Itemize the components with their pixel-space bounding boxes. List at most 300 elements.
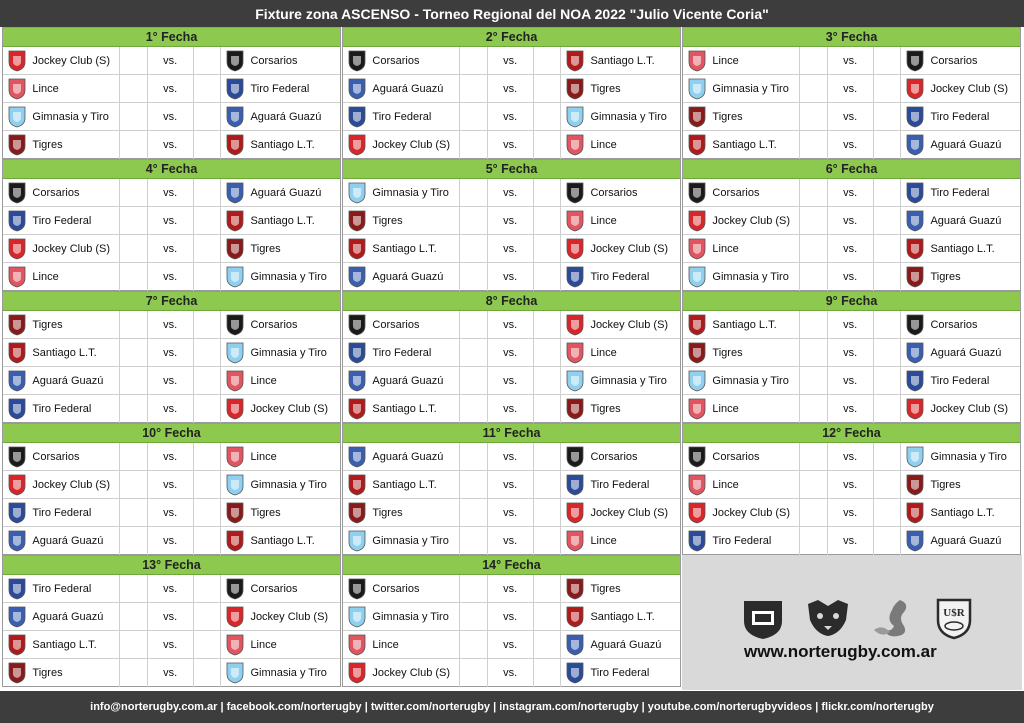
score-cell (460, 75, 488, 103)
fecha-block (682, 27, 1021, 159)
match-row (343, 367, 680, 395)
page-title: Fixture zona ASCENSO - Torneo Regional del NOA 2022 "Julio Vicente Coria" (0, 0, 1024, 27)
score-cell (194, 527, 222, 555)
score-cell (120, 575, 148, 603)
team-crest-icon (343, 235, 370, 263)
vs-label: vs. (828, 263, 874, 291)
team-crest-icon (683, 103, 710, 131)
team-crest-icon (3, 575, 30, 603)
score-cell (800, 47, 828, 75)
vs-label: vs. (148, 443, 194, 471)
home-team: Gimnasia y Tiro (30, 103, 120, 131)
away-team: Corsarios (250, 54, 298, 67)
away-team: Santiago L.T. (930, 506, 995, 519)
team-crest-icon (343, 603, 370, 631)
fecha-block (682, 291, 1021, 423)
home-team: Tiro Federal (30, 575, 120, 603)
match-row (343, 235, 680, 263)
score-cell (460, 631, 488, 659)
score-cell (534, 339, 562, 367)
score-cell (194, 311, 222, 339)
home-team: Jockey Club (S) (370, 131, 460, 159)
team-crest-icon (561, 131, 588, 159)
vs-label: vs. (828, 103, 874, 131)
match-row (683, 179, 1020, 207)
score-cell (534, 235, 562, 263)
team-crest-icon (343, 311, 370, 339)
score-cell (800, 131, 828, 159)
away-team: Aguará Guazú (930, 139, 1002, 151)
score-cell (120, 603, 148, 631)
team-crest-icon (221, 631, 248, 659)
team-crest-icon (901, 339, 928, 367)
team-crest-icon (343, 131, 370, 159)
home-team: Lince (30, 263, 120, 291)
match-row (683, 311, 1020, 339)
team-crest-icon (561, 75, 588, 103)
team-crest-icon (901, 367, 928, 395)
home-team: Tiro Federal (370, 103, 460, 131)
vs-label: vs. (488, 339, 534, 367)
score-cell (460, 103, 488, 131)
away-team: Jockey Club (S) (590, 242, 669, 255)
score-cell (534, 527, 562, 555)
match-row (343, 603, 680, 631)
score-cell (534, 47, 562, 75)
vs-label: vs. (488, 235, 534, 263)
fecha-title: 12° Fecha (683, 424, 1020, 443)
match-row (683, 75, 1020, 103)
vs-label: vs. (488, 131, 534, 159)
vs-label: vs. (828, 131, 874, 159)
score-cell (534, 263, 562, 291)
match-row (3, 131, 340, 159)
away-team: Santiago L.T. (590, 610, 655, 623)
home-team: Jockey Club (S) (710, 499, 800, 527)
team-crest-icon (561, 179, 588, 207)
home-team: Tigres (370, 499, 460, 527)
website-url[interactable]: www.norterugby.com.ar (744, 642, 937, 661)
score-cell (800, 207, 828, 235)
away-team: Tiro Federal (590, 478, 650, 491)
vs-label: vs. (148, 75, 194, 103)
fecha-block (342, 423, 681, 555)
team-crest-icon (683, 207, 710, 235)
vs-label: vs. (148, 499, 194, 527)
away-team: Corsarios (590, 450, 638, 463)
home-team: Aguará Guazú (370, 75, 460, 103)
team-crest-icon (683, 339, 710, 367)
away-team: Jockey Club (S) (590, 318, 669, 331)
score-cell (194, 367, 222, 395)
score-cell (460, 603, 488, 631)
score-cell (120, 207, 148, 235)
vs-label: vs. (148, 311, 194, 339)
vs-label: vs. (828, 367, 874, 395)
away-team: Santiago L.T. (930, 242, 995, 255)
team-crest-icon (561, 311, 588, 339)
away-team: Tigres (590, 403, 621, 415)
match-row (3, 235, 340, 263)
match-row (683, 443, 1020, 471)
team-crest-icon (221, 263, 248, 291)
score-cell (800, 339, 828, 367)
away-team: Tiro Federal (590, 271, 650, 283)
score-cell (120, 311, 148, 339)
away-team: Aguará Guazú (250, 186, 322, 199)
away-team: Gimnasia y Tiro (590, 110, 667, 123)
away-team: Santiago L.T. (250, 214, 315, 227)
footer-links[interactable]: info@norterugby.com.ar | facebook.com/norterugby | twitter.com/norterugby | instagram.com/norterugby | youtube.com/norterugbyvideos | flickr.com/norterugby (0, 691, 1024, 723)
team-crest-icon (561, 499, 588, 527)
home-team: Gimnasia y Tiro (710, 263, 800, 291)
away-team: Corsarios (930, 318, 978, 331)
score-cell (120, 471, 148, 499)
team-crest-icon (561, 471, 588, 499)
score-cell (800, 471, 828, 499)
match-row (343, 631, 680, 659)
home-team: Gimnasia y Tiro (370, 527, 460, 555)
match-row (343, 575, 680, 603)
away-team: Corsarios (590, 186, 638, 199)
home-team: Tigres (710, 339, 800, 367)
match-row (343, 659, 680, 687)
home-team: Lince (710, 47, 800, 75)
team-crest-icon (3, 263, 30, 291)
away-team: Jockey Club (S) (250, 610, 329, 623)
team-crest-icon (343, 75, 370, 103)
svg-text:U$R: U$R (943, 607, 965, 619)
match-row (683, 367, 1020, 395)
fecha-block (2, 555, 341, 687)
match-row (683, 47, 1020, 75)
vs-label: vs. (488, 527, 534, 555)
score-cell (460, 443, 488, 471)
home-team: Corsarios (370, 311, 460, 339)
score-cell (120, 367, 148, 395)
home-team: Jockey Club (S) (30, 235, 120, 263)
away-team: Gimnasia y Tiro (250, 478, 327, 491)
score-cell (534, 631, 562, 659)
team-crest-icon (343, 179, 370, 207)
team-crest-icon (3, 367, 30, 395)
vs-label: vs. (488, 659, 534, 687)
jaguar-head-icon (804, 598, 852, 638)
team-crest-icon (3, 443, 30, 471)
team-crest-icon (683, 235, 710, 263)
team-crest-icon (221, 443, 248, 471)
score-cell (120, 443, 148, 471)
home-team: Corsarios (30, 443, 120, 471)
team-crest-icon (221, 575, 248, 603)
team-crest-icon (221, 471, 248, 499)
home-team: Santiago L.T. (370, 235, 460, 263)
home-team: Jockey Club (S) (710, 207, 800, 235)
score-cell (194, 443, 222, 471)
score-cell (874, 103, 902, 131)
score-cell (194, 131, 222, 159)
match-row (683, 471, 1020, 499)
score-cell (194, 235, 222, 263)
match-row (343, 339, 680, 367)
team-crest-icon (901, 235, 928, 263)
score-cell (460, 471, 488, 499)
home-team: Corsarios (710, 443, 800, 471)
score-cell (120, 131, 148, 159)
team-crest-icon (221, 527, 248, 555)
match-row (343, 131, 680, 159)
score-cell (874, 311, 902, 339)
score-cell (534, 207, 562, 235)
vs-label: vs. (148, 603, 194, 631)
fecha-block (342, 159, 681, 291)
match-row (3, 311, 340, 339)
fecha-block (2, 27, 341, 159)
match-row (3, 631, 340, 659)
score-cell (800, 263, 828, 291)
home-team: Corsarios (710, 179, 800, 207)
team-crest-icon (561, 395, 588, 423)
fecha-block (682, 159, 1021, 291)
score-cell (120, 179, 148, 207)
score-cell (534, 443, 562, 471)
match-row (3, 75, 340, 103)
vs-label: vs. (148, 367, 194, 395)
score-cell (874, 131, 902, 159)
team-crest-icon (683, 47, 710, 75)
match-row (683, 235, 1020, 263)
home-team: Santiago L.T. (710, 311, 800, 339)
fecha-title: 5° Fecha (343, 160, 680, 179)
away-team: Tiro Federal (930, 186, 990, 199)
vs-label: vs. (828, 471, 874, 499)
score-cell (534, 395, 562, 423)
team-crest-icon (3, 207, 30, 235)
fecha-block (2, 423, 341, 555)
score-cell (194, 659, 222, 687)
team-crest-icon (901, 395, 928, 423)
vs-label: vs. (488, 47, 534, 75)
fecha-title: 1° Fecha (3, 28, 340, 47)
score-cell (194, 103, 222, 131)
team-crest-icon (3, 631, 30, 659)
away-team: Corsarios (930, 54, 978, 67)
team-crest-icon (561, 575, 588, 603)
union-logos (740, 595, 974, 641)
match-row (343, 471, 680, 499)
vs-label: vs. (148, 339, 194, 367)
score-cell (460, 575, 488, 603)
team-crest-icon (561, 631, 588, 659)
team-crest-icon (683, 263, 710, 291)
team-crest-icon (343, 443, 370, 471)
vs-label: vs. (148, 131, 194, 159)
team-crest-icon (221, 103, 248, 131)
score-cell (874, 207, 902, 235)
vs-label: vs. (148, 395, 194, 423)
away-team: Tigres (250, 506, 281, 519)
match-row (3, 471, 340, 499)
score-cell (460, 179, 488, 207)
team-crest-icon (561, 207, 588, 235)
home-team: Jockey Club (S) (370, 659, 460, 687)
team-crest-icon (3, 179, 30, 207)
score-cell (120, 339, 148, 367)
score-cell (194, 471, 222, 499)
away-team: Jockey Club (S) (250, 403, 329, 415)
vs-label: vs. (148, 235, 194, 263)
home-team: Gimnasia y Tiro (370, 179, 460, 207)
fecha-block (342, 291, 681, 423)
home-team: Aguará Guazú (30, 603, 120, 631)
fecha-block (2, 159, 341, 291)
away-team: Jockey Club (S) (930, 403, 1009, 415)
team-crest-icon (901, 443, 928, 471)
match-row (683, 207, 1020, 235)
away-team: Lince (250, 374, 277, 387)
vs-label: vs. (828, 443, 874, 471)
fecha-block (2, 291, 341, 423)
team-crest-icon (901, 207, 928, 235)
away-team: Lince (250, 638, 277, 651)
score-cell (534, 367, 562, 395)
vs-label: vs. (488, 443, 534, 471)
team-crest-icon (3, 339, 30, 367)
team-crest-icon (343, 575, 370, 603)
score-cell (800, 527, 828, 555)
team-crest-icon (561, 339, 588, 367)
vs-label: vs. (488, 103, 534, 131)
team-crest-icon (221, 235, 248, 263)
vs-label: vs. (828, 47, 874, 75)
team-crest-icon (221, 131, 248, 159)
score-cell (120, 103, 148, 131)
score-cell (874, 443, 902, 471)
away-team: Tigres (590, 82, 621, 95)
score-cell (534, 311, 562, 339)
team-crest-icon (683, 75, 710, 103)
team-crest-icon (561, 527, 588, 555)
score-cell (874, 75, 902, 103)
score-cell (534, 103, 562, 131)
vs-label: vs. (828, 179, 874, 207)
team-crest-icon (221, 603, 248, 631)
away-team: Gimnasia y Tiro (250, 346, 327, 359)
team-crest-icon (901, 103, 928, 131)
away-team: Aguará Guazú (930, 214, 1002, 227)
score-cell (874, 47, 902, 75)
vs-label: vs. (148, 659, 194, 687)
fecha-title: 14° Fecha (343, 556, 680, 575)
team-crest-icon (561, 103, 588, 131)
score-cell (194, 75, 222, 103)
match-row (343, 263, 680, 291)
match-row (3, 499, 340, 527)
score-cell (194, 47, 222, 75)
score-cell (120, 659, 148, 687)
match-row (343, 75, 680, 103)
fecha-title: 4° Fecha (3, 160, 340, 179)
seahorse-icon (870, 596, 916, 640)
match-row (3, 47, 340, 75)
score-cell (874, 471, 902, 499)
home-team: Lince (710, 471, 800, 499)
home-team: Jockey Club (S) (30, 471, 120, 499)
match-row (343, 527, 680, 555)
team-crest-icon (683, 499, 710, 527)
vs-label: vs. (828, 499, 874, 527)
home-team: Lince (710, 395, 800, 423)
vs-label: vs. (148, 575, 194, 603)
score-cell (534, 179, 562, 207)
score-cell (874, 179, 902, 207)
vs-label: vs. (488, 499, 534, 527)
home-team: Corsarios (370, 47, 460, 75)
home-team: Santiago L.T. (30, 339, 120, 367)
match-row (683, 339, 1020, 367)
match-row (343, 395, 680, 423)
team-crest-icon (3, 235, 30, 263)
away-team: Lince (590, 535, 617, 547)
match-row (343, 499, 680, 527)
team-crest-icon (221, 311, 248, 339)
score-cell (120, 75, 148, 103)
home-team: Gimnasia y Tiro (370, 603, 460, 631)
vs-label: vs. (828, 207, 874, 235)
away-team: Santiago L.T. (250, 139, 315, 151)
team-crest-icon (221, 75, 248, 103)
home-team: Tiro Federal (710, 527, 800, 555)
score-cell (874, 235, 902, 263)
team-crest-icon (343, 527, 370, 555)
team-crest-icon (683, 527, 710, 555)
home-team: Santiago L.T. (30, 631, 120, 659)
team-crest-icon (221, 339, 248, 367)
score-cell (460, 47, 488, 75)
home-team: Lince (370, 631, 460, 659)
fecha-title: 3° Fecha (683, 28, 1020, 47)
score-cell (194, 603, 222, 631)
team-crest-icon (561, 367, 588, 395)
score-cell (534, 499, 562, 527)
vs-label: vs. (488, 75, 534, 103)
away-team: Santiago L.T. (250, 535, 315, 547)
home-team: Tigres (30, 131, 120, 159)
score-cell (874, 527, 902, 555)
team-crest-icon (343, 207, 370, 235)
away-team: Lince (590, 214, 617, 227)
vs-label: vs. (488, 311, 534, 339)
match-row (3, 575, 340, 603)
score-cell (460, 207, 488, 235)
home-team: Corsarios (370, 575, 460, 603)
team-crest-icon (343, 471, 370, 499)
home-team: Lince (30, 75, 120, 103)
score-cell (460, 499, 488, 527)
team-crest-icon (343, 395, 370, 423)
score-cell (800, 75, 828, 103)
fecha-block (682, 423, 1021, 555)
match-row (3, 179, 340, 207)
match-row (343, 103, 680, 131)
match-row (3, 659, 340, 687)
team-crest-icon (343, 367, 370, 395)
score-cell (534, 131, 562, 159)
score-cell (194, 207, 222, 235)
score-cell (460, 235, 488, 263)
team-crest-icon (901, 499, 928, 527)
home-team: Santiago L.T. (370, 395, 460, 423)
